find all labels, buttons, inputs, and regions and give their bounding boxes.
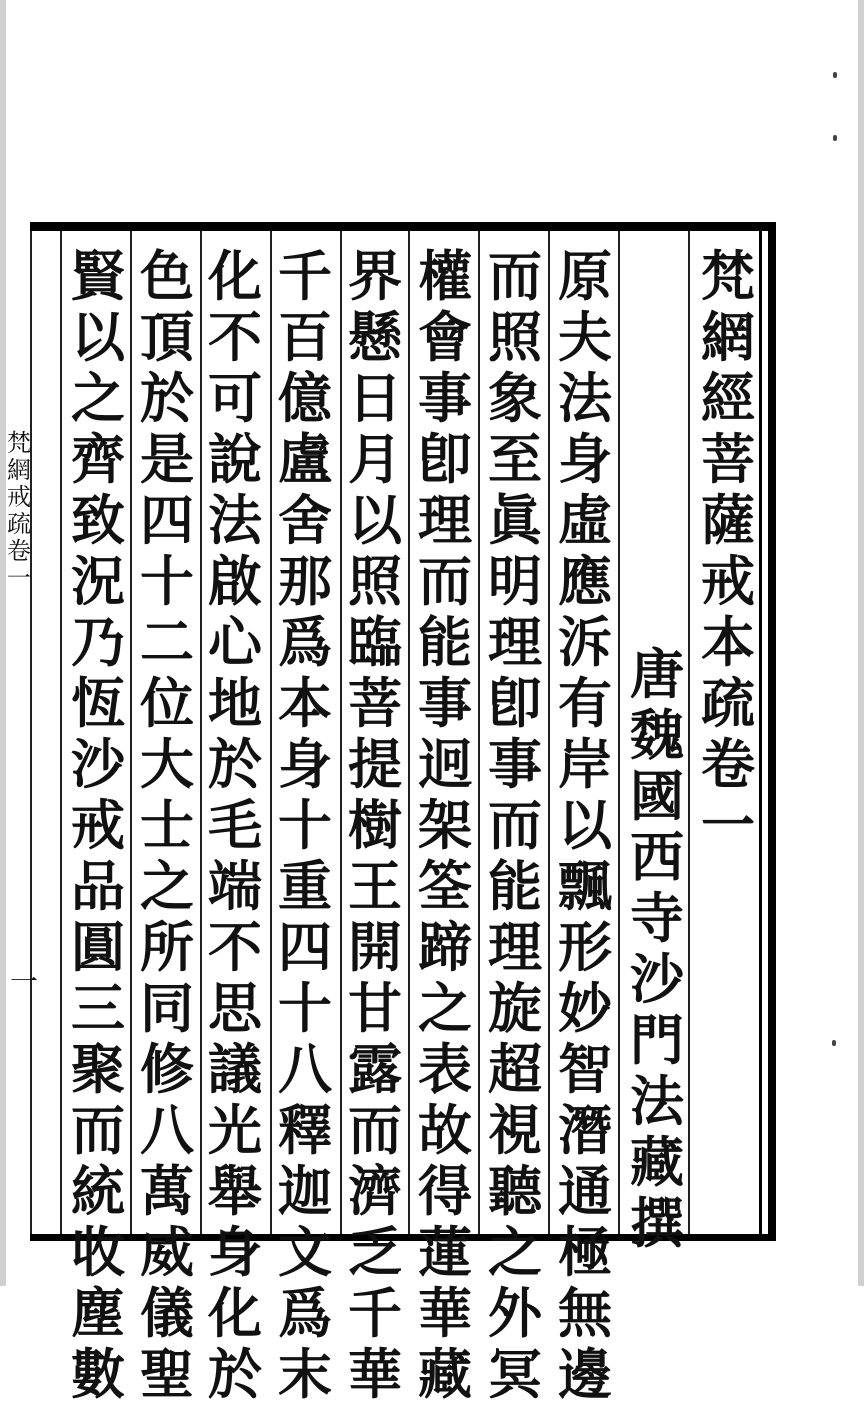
text-column: 賢 以 之 齊 致 況 乃 恆 沙 戒 品 圓 三 聚 而 統 收 塵 數 xyxy=(71,244,125,1406)
column-rule xyxy=(60,231,62,1234)
frame-top-border xyxy=(30,222,776,231)
text-column: 千 百 億 盧 舍 那 爲 本 身 十 重 四 十 八 釋 迦 文 爲 末 xyxy=(278,244,332,1406)
column-rule xyxy=(618,231,620,1234)
gutter-label: 梵 網 戒 疏 卷 一 xyxy=(7,429,31,592)
page-edge-right xyxy=(858,0,864,1286)
speck xyxy=(833,135,837,141)
text-column: 色 頂 於 是 四 十 二 位 大 士 之 所 同 修 八 萬 威 儀 聖 xyxy=(140,244,194,1406)
page-edge-left xyxy=(0,0,6,1286)
column-rule xyxy=(270,231,272,1234)
frame-right-border xyxy=(768,222,776,1241)
gutter-rule xyxy=(30,231,32,1234)
column-rule xyxy=(340,231,342,1234)
speck xyxy=(832,1040,836,1046)
column-rule xyxy=(408,231,410,1234)
text-column: 化 不 可 說 法 啟 心 地 於 毛 端 不 思 議 光 舉 身 化 於 xyxy=(208,244,262,1406)
frame-right-inner-border xyxy=(759,231,762,1234)
column-rule xyxy=(478,231,480,1234)
column-rule xyxy=(548,231,550,1234)
text-column: 而 照 象 至 眞 明 理 卽 事 而 能 理 旋 超 視 聽 之 外 冥 xyxy=(488,244,542,1406)
text-column: 原 夫 法 身 虛 應 泝 有 岸 以 飄 形 妙 智 潛 通 極 無 邊 xyxy=(558,244,612,1406)
document-title: 梵 網 經 菩 薩 戒 本 疏 卷 一 xyxy=(701,244,755,857)
column-rule xyxy=(688,231,690,1234)
column-rule xyxy=(200,231,202,1234)
column-rule xyxy=(130,231,132,1234)
page-number: 一 xyxy=(10,965,39,998)
text-column: 權 會 事 卽 理 而 能 事 迥 架 筌 蹄 之 表 故 得 蓮 華 藏 xyxy=(418,244,472,1406)
speck xyxy=(833,72,837,78)
author-line: 唐 魏 國 西 寺 沙 門 法 藏 撰 xyxy=(630,642,684,1255)
text-column: 界 懸 日 月 以 照 臨 菩 提 樹 王 開 甘 露 而 濟 乏 千 華 xyxy=(348,244,402,1406)
